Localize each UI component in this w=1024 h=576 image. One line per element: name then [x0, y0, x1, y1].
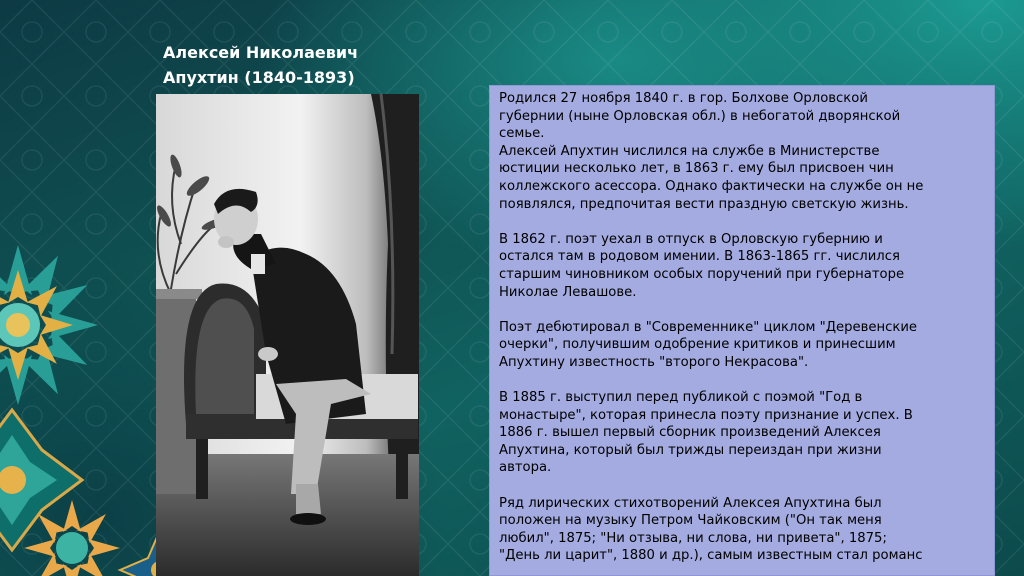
slide-title: [163, 40, 358, 90]
title-line-1: Алексей Николаевич: [163, 43, 359, 62]
bio-paragraph-4: В 1885 г. выступил перед публикой с поэмой "Год в монастыре", которая принесла поэту признание и успех. В 1886 г. вышел первый сборник произведений Алексея Апухтина, который был трижды переиздан при жизни автора.: [499, 390, 913, 476]
title-line-2: Апухтин (1840-1893): [163, 68, 355, 87]
bio-paragraph-3: Поэт дебютировал в "Современнике" циклом "Деревенские очерки", получившим одобрение критиков и принесшим Апухтину известность "второго Некрасова".: [499, 319, 918, 370]
bio-paragraph-5: Ряд лирических стихотворений Алексея Апухтина был положен на музыку Петром Чайковским ("Он так меня любил", 1875; "Ни отзыва, ни слова, ни привета", 1875; "День ли царит", 1880 и др.), самым известным стал романс: [499, 495, 923, 564]
bio-paragraph-2: В 1862 г. поэт уехал в отпуск в Орловскую губернию и остался там в родовом имении. В 1863-1865 гг. числился старшим чиновником особых поручений при губернаторе Николае Левашове.: [499, 231, 905, 300]
biography-textbox: [489, 85, 995, 576]
portrait-photo: [156, 94, 419, 576]
bio-paragraph-1: Родился 27 ноября 1840 г. в гор. Болхове Орловской губернии (ныне Орловская обл.) в небогатой дворянской семье. Алексей Апухтин числился на службе в Министерстве юстиции несколько лет, в 1863 г. ему был присвоен чин коллежского асессора. Однако фактически на службе он не появлялся, предпочитая вести праздную светскую жизнь.: [499, 91, 924, 212]
